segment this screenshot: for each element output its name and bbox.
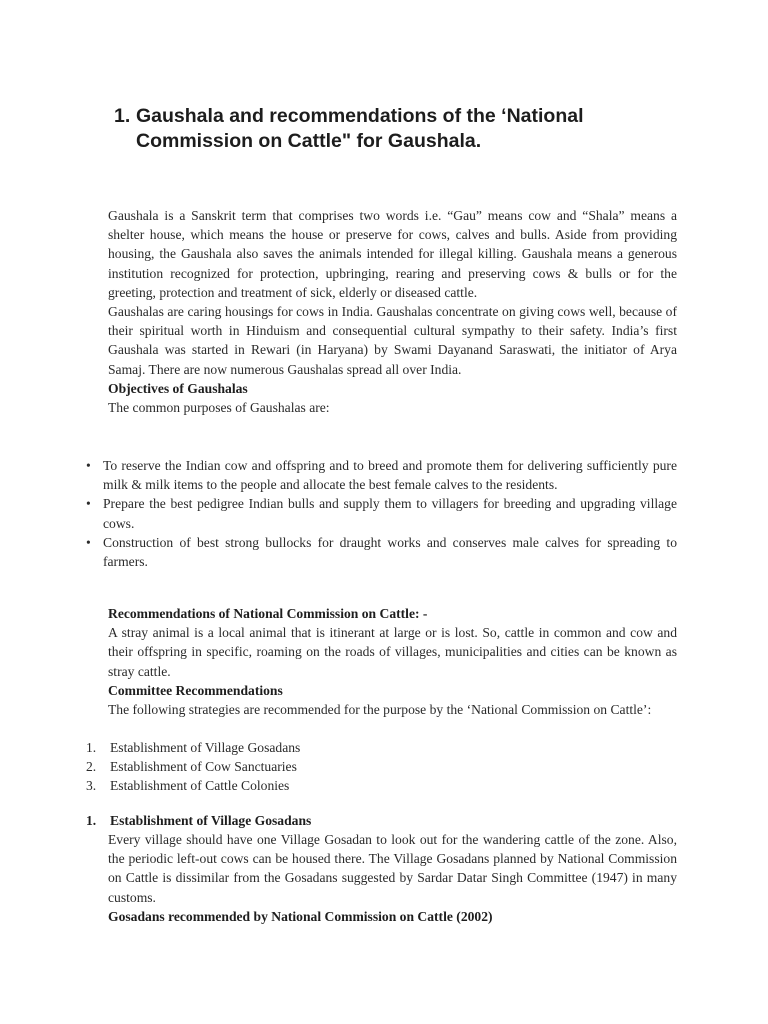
objective-text: Construction of best strong bullocks for draught works and conserves male calves for spreading to farmers. xyxy=(103,534,677,570)
recommendations-text: A stray animal is a local animal that is itinerant at large or is lost. So, cattle in common and cow and their offspring in specific, roaming on the roads of villages, municipalities and cities can be known as stray cattle. xyxy=(108,625,677,679)
section-heading xyxy=(114,104,674,154)
committee-item xyxy=(86,738,677,757)
item-text: Establishment of Village Gosadans xyxy=(110,740,301,755)
committee-item xyxy=(86,776,677,795)
objective-item xyxy=(86,456,677,494)
committee-lead: The following strategies are recommended for the purpose by the ‘National Commission on Cattle’: xyxy=(108,702,652,718)
intro-paragraph-1: Gaushala is a Sanskrit term that comprises two words i.e. “Gau” means cow and “Shala” means a shelter house, which means the house or preserve for cows, calves and bulls. Aside from providing housing, the Gaushala also saves the animals intended for illegal killing. Gaushala means a generous institution recognized for protection, upbringing, rearing and preserving cows & bulls or for the greeting, protection and treatment of sick, elderly or diseased cattle. xyxy=(108,208,677,300)
bullet-marker: • xyxy=(86,496,91,512)
subsection-heading xyxy=(86,811,677,830)
recommendations-title: Recommendations of National Commission on Cattle: - xyxy=(108,606,428,621)
committee-title: Committee Recommendations xyxy=(108,682,283,698)
bullet-marker: • xyxy=(86,458,91,473)
item-number: 2. xyxy=(86,759,97,775)
recommendations-block xyxy=(108,604,677,719)
heading-number: 1. xyxy=(114,105,131,127)
intro-block xyxy=(108,206,677,417)
item-number: 3. xyxy=(86,778,97,794)
item-number: 1. xyxy=(86,740,97,755)
heading-text: Gaushala and recommendations of the ‘National Commission on Cattle" for Gaushala. xyxy=(136,105,584,152)
objective-text: To reserve the Indian cow and offspring and to breed and promote them for delivering sufficiently pure milk & milk items to the people and allocate the best female calves to the residents. xyxy=(103,458,677,493)
objectives-lead: The common purposes of Gaushalas are: xyxy=(108,400,330,416)
objectives-title: Objectives of Gaushalas xyxy=(108,380,248,396)
objective-item xyxy=(86,533,677,571)
bullet-marker: • xyxy=(86,534,91,550)
objective-text: Prepare the best pedigree Indian bulls and supply them to villagers for breeding and upgrading village cows. xyxy=(103,496,677,531)
item-text: Establishment of Cattle Colonies xyxy=(110,778,290,794)
subsection-title: Establishment of Village Gosadans xyxy=(110,813,312,828)
subsection-subtitle: Gosadans recommended by National Commission on Cattle (2002) xyxy=(108,908,493,924)
subsection-number: 1. xyxy=(86,813,97,828)
subsection-body xyxy=(108,830,677,926)
committee-item xyxy=(86,757,677,776)
subsection-text: Every village should have one Village Gosadan to look out for the wandering cattle of the zone. Also, the periodic left-out cows can be housed there. The Village Gosadans planned by National Commission on Cattle is dissimilar from the Gosadans suggested by Sardar Datar Singh Committee (1947) in many customs. xyxy=(108,832,677,905)
committee-list xyxy=(86,738,677,796)
item-text: Establishment of Cow Sanctuaries xyxy=(110,759,297,775)
objectives-list xyxy=(86,456,677,571)
intro-paragraph-2: Gaushalas are caring housings for cows in India. Gaushalas concentrate on giving cows well, because of their spiritual worth in Hinduism and consequential cultural sympathy to their safety. India’s first Gaushala was started in Rewari (in Haryana) by Swami Dayanand Saraswati, the initiator of Arya Samaj. There are now numerous Gaushalas spread all over India. xyxy=(108,304,677,377)
objective-item xyxy=(86,494,677,532)
